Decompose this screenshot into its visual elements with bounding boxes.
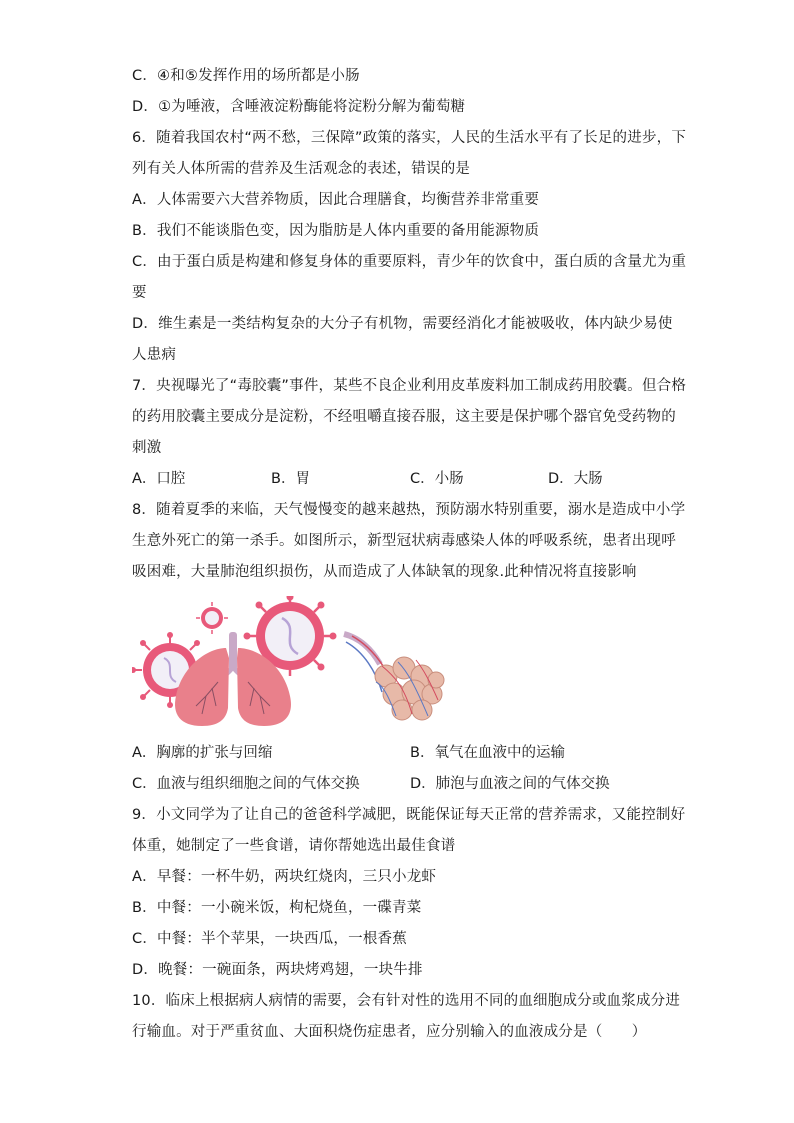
q8-stem-line2: 生意外死亡的第一杀手。如图所示，新型冠状病毒感染人体的呼吸系统，患者出现呼 (132, 533, 676, 549)
alveoli-icon (344, 634, 444, 720)
q8-figure (132, 596, 452, 728)
q9-option-b: B．中餐：一小碗米饭，枸杞烧鱼，一碟青菜 (132, 900, 422, 916)
q6-option-c-line2: 要 (132, 285, 147, 301)
q5-option-c: C．④和⑤发挥作用的场所都是小肠 (132, 68, 360, 84)
q6-option-d-line1: D．维生素是一类结构复杂的大分子有机物，需要经消化才能被吸收，体内缺少易使 (132, 316, 673, 332)
q7-stem-line2: 的药用胶囊主要成分是淀粉，不经咀嚼直接吞服，这主要是保护哪个器官免受药物的 (132, 409, 676, 425)
q10-stem-line1: 10．临床上根据病人病情的需要，会有针对性的选用不同的血细胞成分或血浆成分进 (132, 993, 681, 1009)
virus-icon (196, 602, 228, 634)
q9-option-c: C．中餐：半个苹果，一块西瓜，一根香蕉 (132, 931, 407, 947)
q8-stem-line3: 吸困难，大量肺泡组织损伤，从而造成了人体缺氧的现象.此种情况将直接影响 (132, 564, 637, 580)
q7-stem-line1: 7．央视曝光了“毒胶囊”事件，某些不良企业利用皮革废料加工制成药用胶囊。但合格 (132, 378, 687, 394)
q6-option-d-line2: 人患病 (132, 347, 177, 363)
q9-option-d: D．晚餐：一碗面条，两块烤鸡翅，一块牛排 (132, 962, 423, 978)
q8-option-b: B．氧气在血液中的运输 (410, 745, 565, 761)
q9-stem-line2: 体重，她制定了一些食谱，请你帮她选出最佳食谱 (132, 838, 456, 854)
q8-option-a: A．胸廓的扩张与回缩 (132, 745, 273, 761)
q10-stem-line2: 行输血。对于严重贫血、大面积烧伤症患者，应分别输入的血液成分是（ ） (132, 1024, 647, 1040)
q8-option-c: C．血液与组织细胞之间的气体交换 (132, 776, 360, 792)
q9-stem-line1: 9．小文同学为了让自己的爸爸科学减肥，既能保证每天正常的营养需求，又能控制好 (132, 807, 686, 823)
q7-option-a: A．口腔 (132, 471, 186, 487)
virus-lungs-alveoli-illustration (132, 596, 452, 728)
q7-stem-line3: 刺激 (132, 440, 162, 456)
q6-stem-line2: 列有关人体所需的营养及生活观念的表述，错误的是 (132, 161, 471, 177)
q6-option-c-line1: C．由于蛋白质是构建和修复身体的重要原料，青少年的饮食中，蛋白质的含量尤为重 (132, 254, 687, 270)
q8-option-d: D．肺泡与血液之间的气体交换 (410, 776, 610, 792)
q7-option-d: D．大肠 (548, 471, 603, 487)
q6-option-b: B．我们不能谈脂色变，因为脂肪是人体内重要的备用能源物质 (132, 223, 540, 239)
q9-option-a: A．早餐：一杯牛奶，两块红烧肉，三只小龙虾 (132, 869, 437, 885)
q6-option-a: A．人体需要六大营养物质，因此合理膳食，均衡营养非常重要 (132, 192, 540, 208)
q5-option-d: D．①为唾液，含唾液淀粉酶能将淀粉分解为葡萄糖 (132, 99, 466, 115)
q8-stem-line1: 8．随着夏季的来临，天气慢慢变的越来越热，预防溺水特别重要，溺水是造成中小学 (132, 502, 686, 518)
q7-option-c: C．小肠 (410, 471, 464, 487)
q6-stem-line1: 6．随着我国农村“两不愁，三保障”政策的落实，人民的生活水平有了长足的进步，下 (132, 130, 687, 146)
q7-option-b: B．胃 (271, 471, 310, 487)
